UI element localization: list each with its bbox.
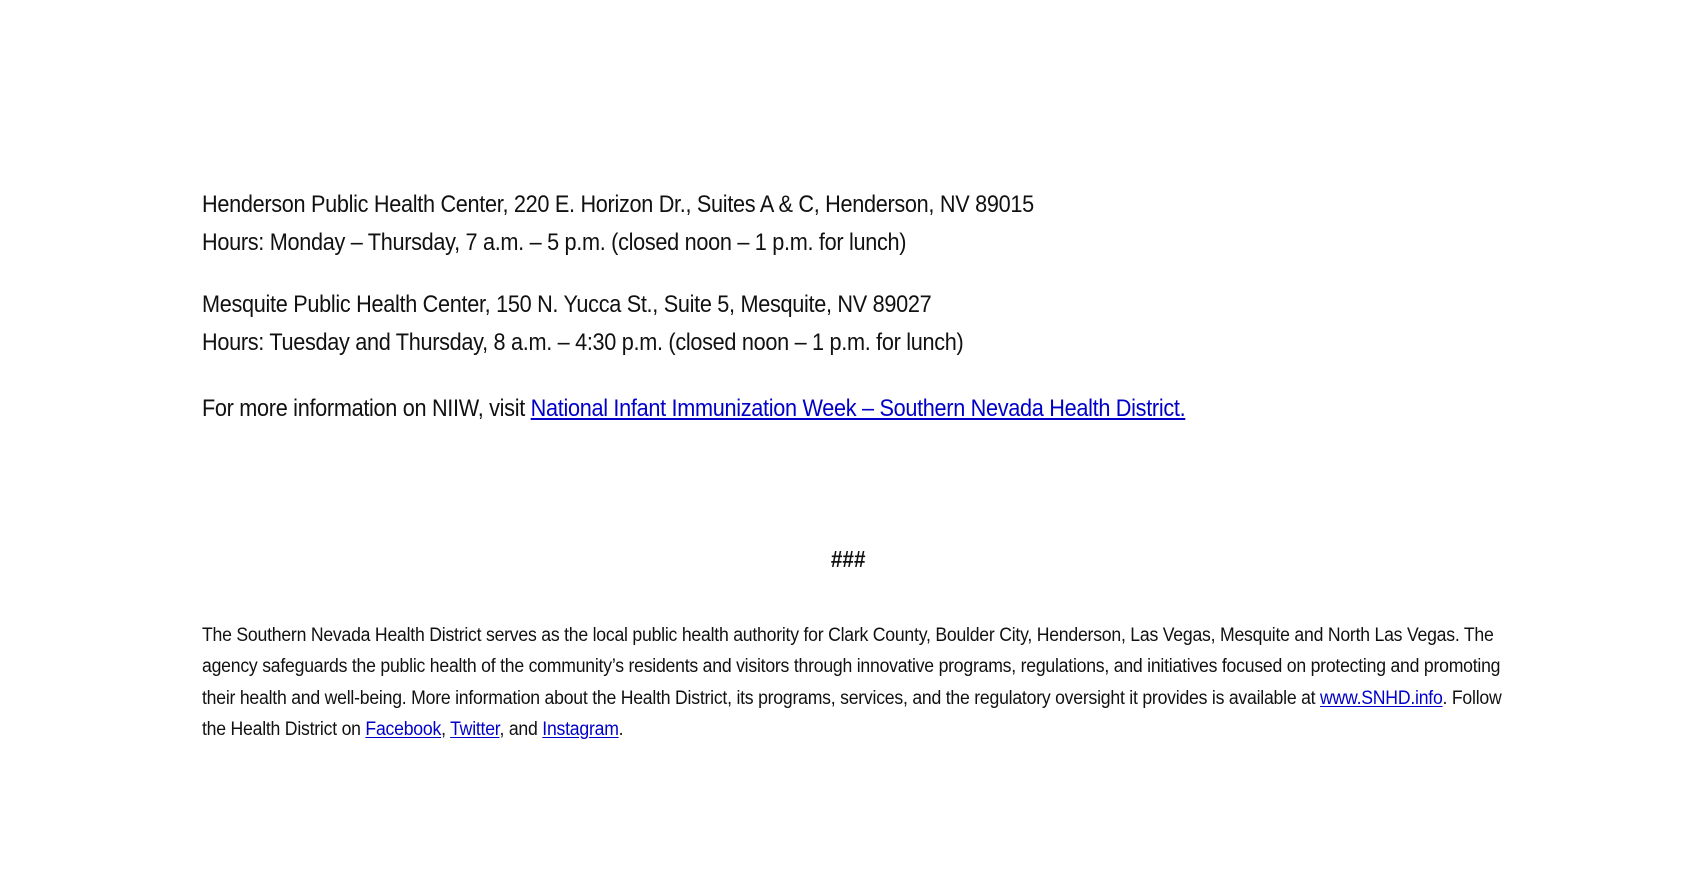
mesquite-address-line: Mesquite Public Health Center, 150 N. Yucca St., Suite 5, Mesquite, NV 89027	[202, 291, 932, 318]
boilerplate-text-part3: .	[618, 717, 624, 740]
more-information-paragraph	[202, 390, 1503, 428]
document-body	[202, 186, 1502, 428]
boilerplate-text-part2: . Follow the Health District on	[202, 686, 1502, 740]
more-info-lead-text: For more information on NIIW, visit	[202, 395, 531, 422]
location-block-mesquite	[202, 286, 1503, 362]
boilerplate-text-part1: The Southern Nevada Health District serves as the local public health authority for Clark County, Boulder City, Henderson, Las Vegas, Mesquite and North Las Vegas. The agency safeguards the public health of the community’s residents and visitors through innovative programs, regulations, and initiatives focused on protecting and promoting their health and well-being. More information about the Health District, its programs, services, and the regulatory oversight it provides is available at	[202, 624, 1501, 709]
henderson-hours-line: Hours: Monday – Thursday, 7 a.m. – 5 p.m. (closed noon – 1 p.m. for lunch)	[202, 229, 907, 256]
hash-separator	[0, 546, 1700, 573]
block-spacer	[202, 262, 1502, 286]
location-block-henderson	[202, 186, 1503, 262]
niiw-link[interactable]: National Infant Immunization Week – Southern Nevada Health District.	[530, 395, 1186, 422]
block-spacer	[202, 362, 1502, 390]
boilerplate-paragraph	[202, 620, 1505, 745]
boilerplate-separator-2: , and	[499, 717, 543, 740]
facebook-link[interactable]: Facebook	[365, 717, 442, 740]
henderson-address-line: Henderson Public Health Center, 220 E. Horizon Dr., Suites A & C, Henderson, NV 89015	[202, 191, 1034, 218]
mesquite-hours-line: Hours: Tuesday and Thursday, 8 a.m. – 4:30 p.m. (closed noon – 1 p.m. for lunch)	[202, 329, 964, 356]
twitter-link[interactable]: Twitter	[450, 717, 500, 740]
snhd-website-link[interactable]: www.SNHD.info	[1320, 686, 1443, 709]
hash-separator-text: ###	[830, 546, 866, 572]
boilerplate-separator-1: ,	[441, 717, 451, 740]
instagram-link[interactable]: Instagram	[542, 717, 619, 740]
